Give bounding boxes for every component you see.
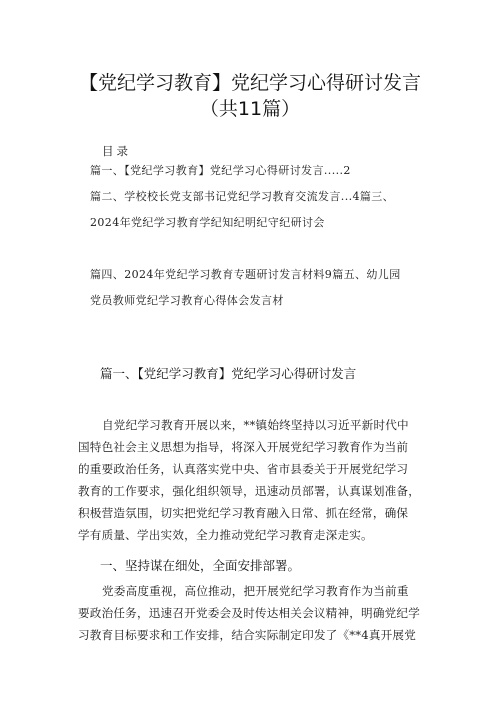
toc-heading: 目录: [102, 144, 131, 158]
paragraph-2: [78, 580, 434, 646]
toc-line[interactable]: 篇四、2024年党纪学习教育专题研讨发言材料9篇五、幼儿园: [90, 268, 401, 281]
paragraph-line: 积极营造氛围，切实把党纪学习教育融入日常、抓在经常，确保: [78, 506, 409, 520]
toc-line[interactable]: 2024年党纪学习教育学纪知纪明纪守纪研讨会: [90, 216, 325, 229]
document-title-line-2: （共11篇）: [199, 98, 301, 120]
paragraph-line: 的重要政治任务，认真落实党中央、省市县委关于开展党纪学习: [78, 462, 409, 476]
paragraph-line: 国特色社会主义思想为指导，将深入开展党纪学习教育作为当前: [78, 440, 409, 454]
paragraph-line: 党委高度重视，高位推动，把开展党纪学习教育作为当前重: [102, 584, 409, 598]
document-title-line-1: 【党纪学习教育】党纪学习心得研讨发言: [78, 72, 421, 94]
paragraph-line: 学有质量、学出实效，全力推动党纪学习教育走深走实。: [78, 528, 373, 542]
subheading: 一、坚持谋在细处，全面安排部署。: [100, 558, 301, 573]
toc-block-1: [90, 158, 435, 236]
toc-line[interactable]: 篇二、学校校长党支部书记党纪学习教育交流发言...4篇三、: [90, 190, 395, 203]
section-title: 篇一、【党纪学习教育】党纪学习心得研讨发言: [100, 366, 357, 381]
paragraph-1: [78, 414, 434, 546]
paragraph-line: 自党纪学习教育开展以来，**镇始终坚持以习近平新时代中: [102, 418, 409, 432]
toc-line[interactable]: 党员教师党纪学习教育心得体会发言材: [90, 294, 284, 307]
paragraph-line: 要政治任务，迅速召开党委会及时传达相关会议精神，明确党纪学: [78, 606, 421, 620]
paragraph-line: 习教育目标要求和工作安排，结合实际制定印发了《**4真开展党: [78, 628, 417, 642]
toc-line[interactable]: 篇一、【党纪学习教育】党纪学习心得研讨发言.....2: [90, 164, 351, 177]
paragraph-line: 教育的工作要求，强化组织领导，迅速动员部署，认真谋划准备，: [78, 484, 421, 498]
toc-block-2: [90, 262, 435, 314]
